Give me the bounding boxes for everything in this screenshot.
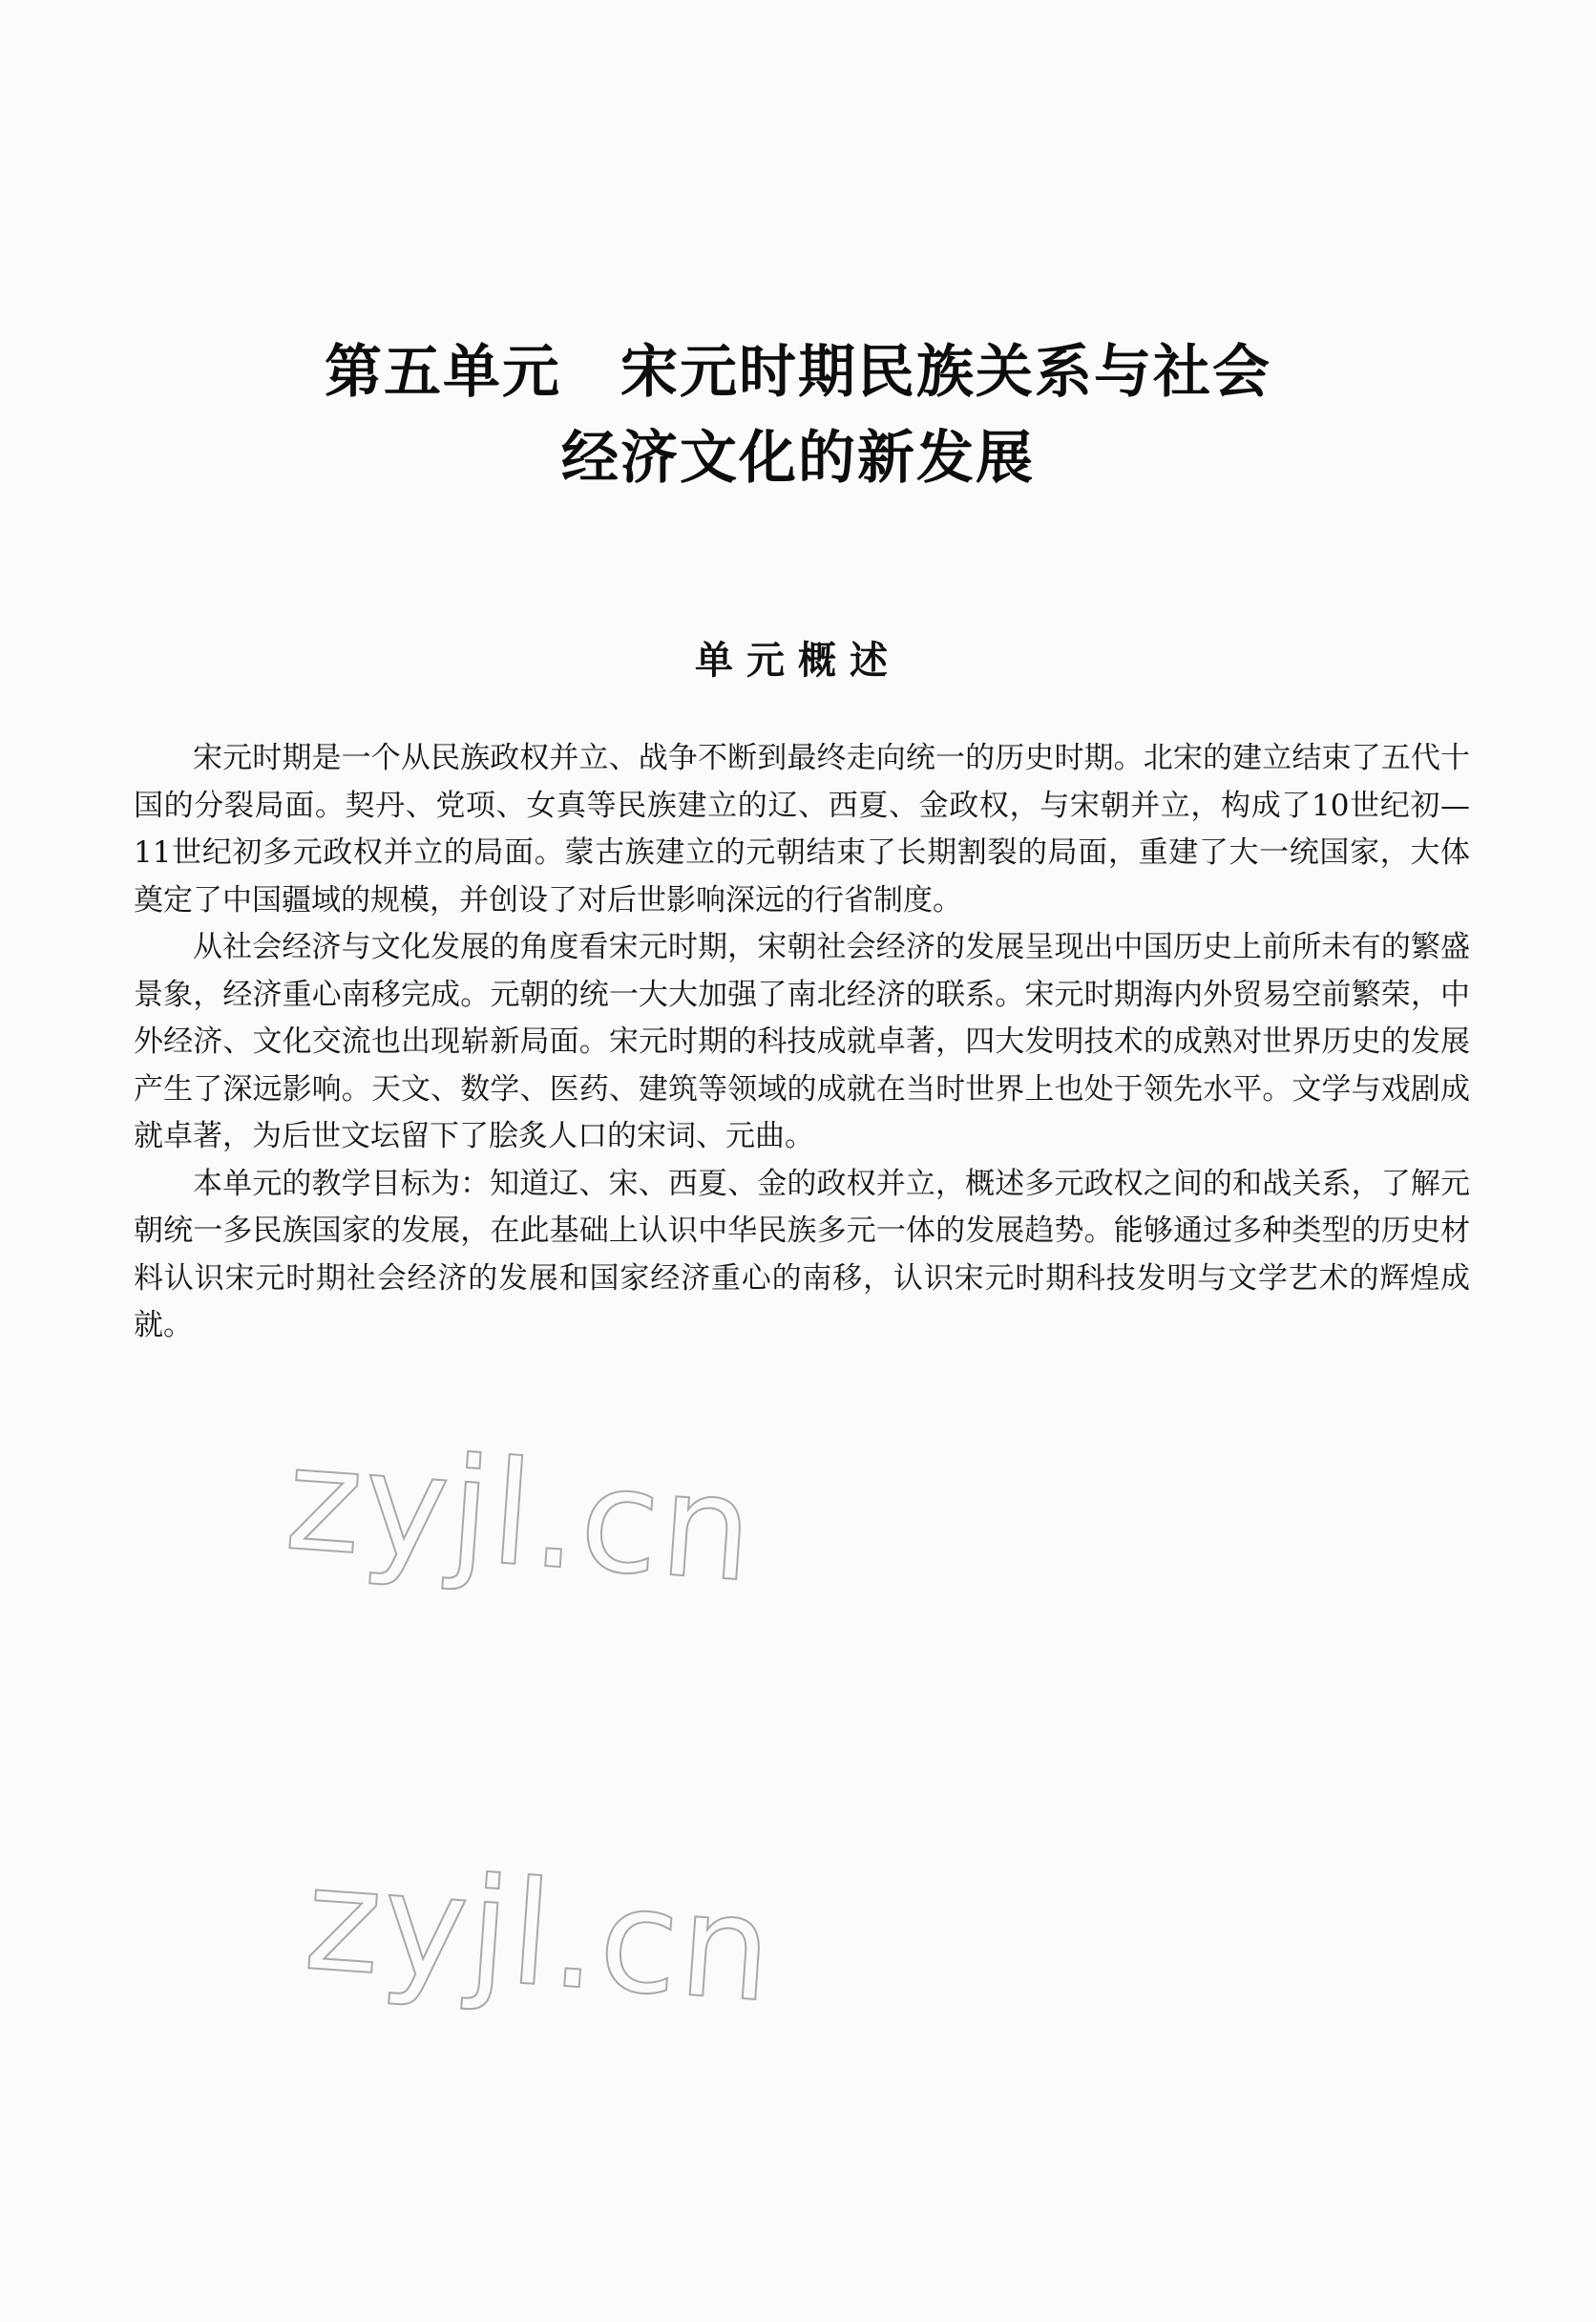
paragraph-3: 本单元的教学目标为：知道辽、宋、西夏、金的政权并立，概述多元政权之间的和战关系，了解元朝统一多民族国家的发展，在此基础上认识中华民族多元一体的发展趋势。能够通过多种类型的历史材料认识宋元时期社会经济的发展和国家经济重心的南移，认识宋元时期科技发明与文学艺术的辉煌成就。 bbox=[134, 1166, 1470, 1342]
watermark-text: zyjl.cn bbox=[300, 1836, 779, 2035]
page-title bbox=[0, 329, 1596, 501]
paragraph-2: 从社会经济与文化发展的角度看宋元时期，宋朝社会经济的发展呈现出中国历史上前所未有的繁盛景象，经济重心南移完成。元朝的统一大大加强了南北经济的联系。宋元时期海内外贸易空前繁荣，中外经济、文化交流也出现崭新局面。宋元时期的科技成就卓著，四大发明技术的成熟对世界历史的发展产生了深远影响。天文、数学、医药、建筑等领域的成就在当时世界上也处于领先水平。文学与戏剧成就卓著，为后世文坛留下了脍炙人口的宋词、元曲。 bbox=[134, 930, 1470, 1153]
paragraph-1: 宋元时期是一个从民族政权并立、战争不断到最终走向统一的历史时期。北宋的建立结束了五代十国的分裂局面。契丹、党项、女真等民族建立的辽、西夏、金政权，与宋朝并立，构成了10世纪初—11世纪初多元政权并立的局面。蒙古族建立的元朝结束了长期割裂的局面，重建了大一统国家，大体奠定了中国疆域的规模，并创设了对后世影响深远的行省制度。 bbox=[134, 741, 1470, 918]
title-line-2: 经济文化的新发展 bbox=[561, 425, 1035, 492]
body-text bbox=[134, 735, 1470, 1350]
title-line-1: 第五单元 宋元时期民族关系与社会 bbox=[325, 339, 1271, 406]
watermark-text: zyjl.cn bbox=[281, 1416, 760, 1615]
section-heading: 单元概述 bbox=[695, 639, 901, 683]
